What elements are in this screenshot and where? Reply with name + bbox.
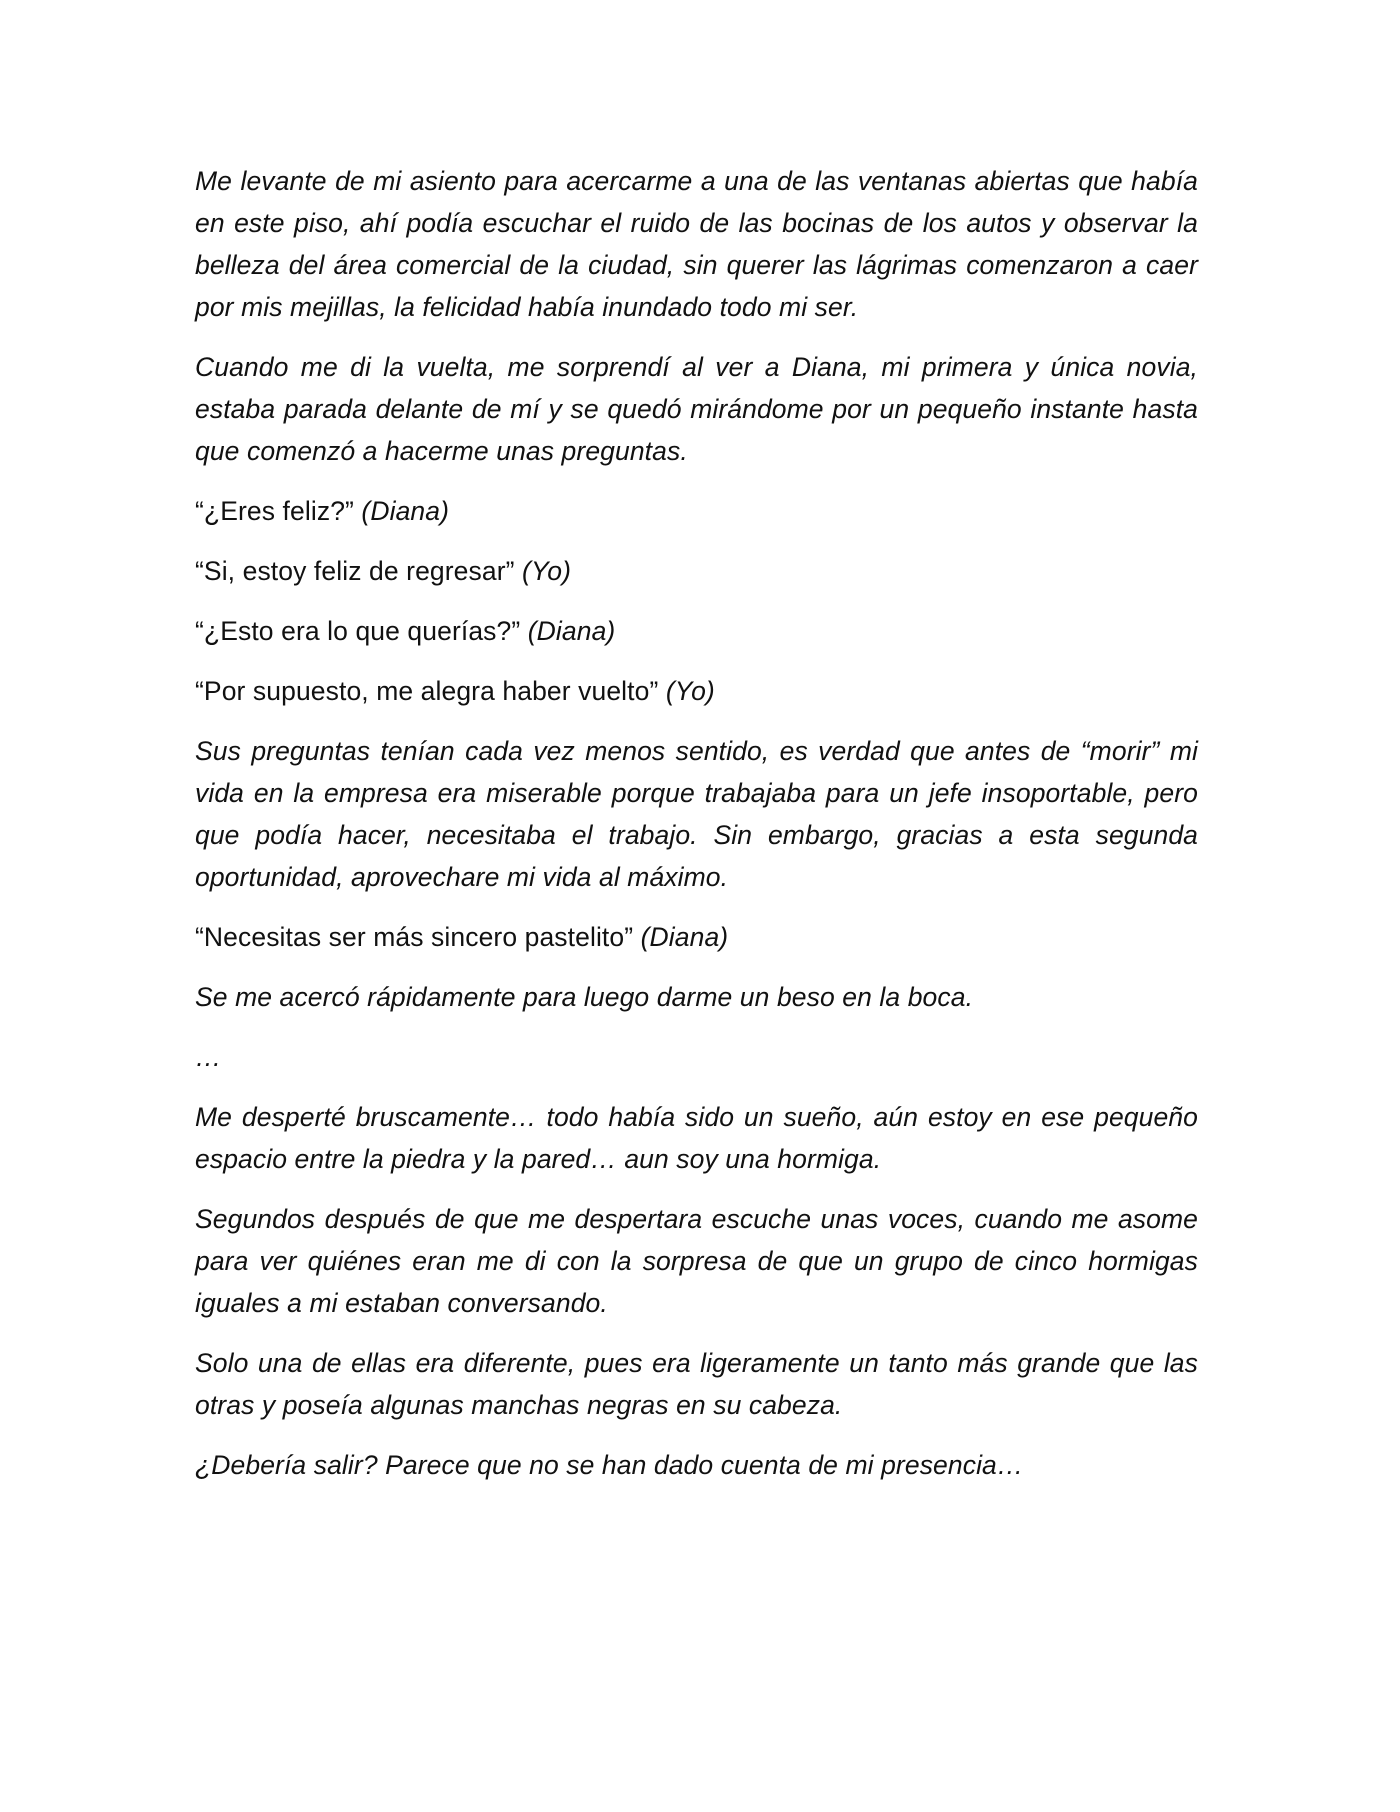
dialogue-speaker: (Yo): [665, 676, 715, 706]
dialogue-line: [195, 670, 1198, 712]
dialogue-quote: “¿Esto era lo que querías?”: [195, 616, 521, 646]
dialogue-speaker: (Diana): [361, 496, 450, 526]
dialogue-speaker: (Diana): [640, 922, 729, 952]
dialogue-quote: “Por supuesto, me alegra haber vuelto”: [195, 676, 659, 706]
dialogue-quote: “Necesitas ser más sincero pastelito”: [195, 922, 634, 952]
paragraph-questions: Sus preguntas tenían cada vez menos sentido, es verdad que antes de “morir” mi vida en la empresa era miserable porque trabajaba para un jefe insoportable, pero que podía hacer, necesitaba el trabajo. Sin embargo, gracias a esta segunda oportunidad, aprovechare mi vida al máximo.: [195, 736, 1198, 892]
paragraph-question: ¿Debería salir? Parece que no se han dado cuenta de mi presencia…: [195, 1450, 1024, 1480]
paragraph-window: Me levante de mi asiento para acercarme a una de las ventanas abiertas que había en este piso, ahí podía escuchar el ruido de las bocinas de los autos y observar la belleza del área comercial de la ciudad, sin querer las lágrimas comenzaron a caer por mis mejillas, la felicidad había inundado todo mi ser.: [195, 166, 1198, 322]
dialogue-speaker: (Yo): [522, 556, 572, 586]
paragraph-kiss: Se me acercó rápidamente para luego darme un beso en la boca.: [195, 982, 974, 1012]
dialogue-line: [195, 490, 1198, 532]
paragraph-wake-up: Me desperté bruscamente… todo había sido un sueño, aún estoy en ese pequeño espacio entre la piedra y la pared… aun soy una hormiga.: [195, 1102, 1198, 1174]
document-body: [195, 160, 1198, 1504]
paragraph-different-ant: Solo una de ellas era diferente, pues era ligeramente un tanto más grande que las otras y poseía algunas manchas negras en su cabeza.: [195, 1348, 1198, 1420]
dialogue-quote: “Si, estoy feliz de regresar”: [195, 556, 515, 586]
paragraph-voices: Segundos después de que me despertara escuche unas voces, cuando me asome para ver quiénes eran me di con la sorpresa de que un grupo de cinco hormigas iguales a mi estaban conversando.: [195, 1204, 1198, 1318]
dialogue-line: [195, 550, 1198, 592]
paragraph-diana-appears: Cuando me di la vuelta, me sorprendí al ver a Diana, mi primera y única novia, estaba parada delante de mí y se quedó mirándome por un pequeño instante hasta que comenzó a hacerme unas preguntas.: [195, 352, 1198, 466]
dialogue-line: [195, 610, 1198, 652]
dialogue-speaker: (Diana): [527, 616, 616, 646]
scene-separator: …: [195, 1042, 222, 1072]
dialogue-quote: “¿Eres feliz?”: [195, 496, 354, 526]
dialogue-line: [195, 916, 1198, 958]
